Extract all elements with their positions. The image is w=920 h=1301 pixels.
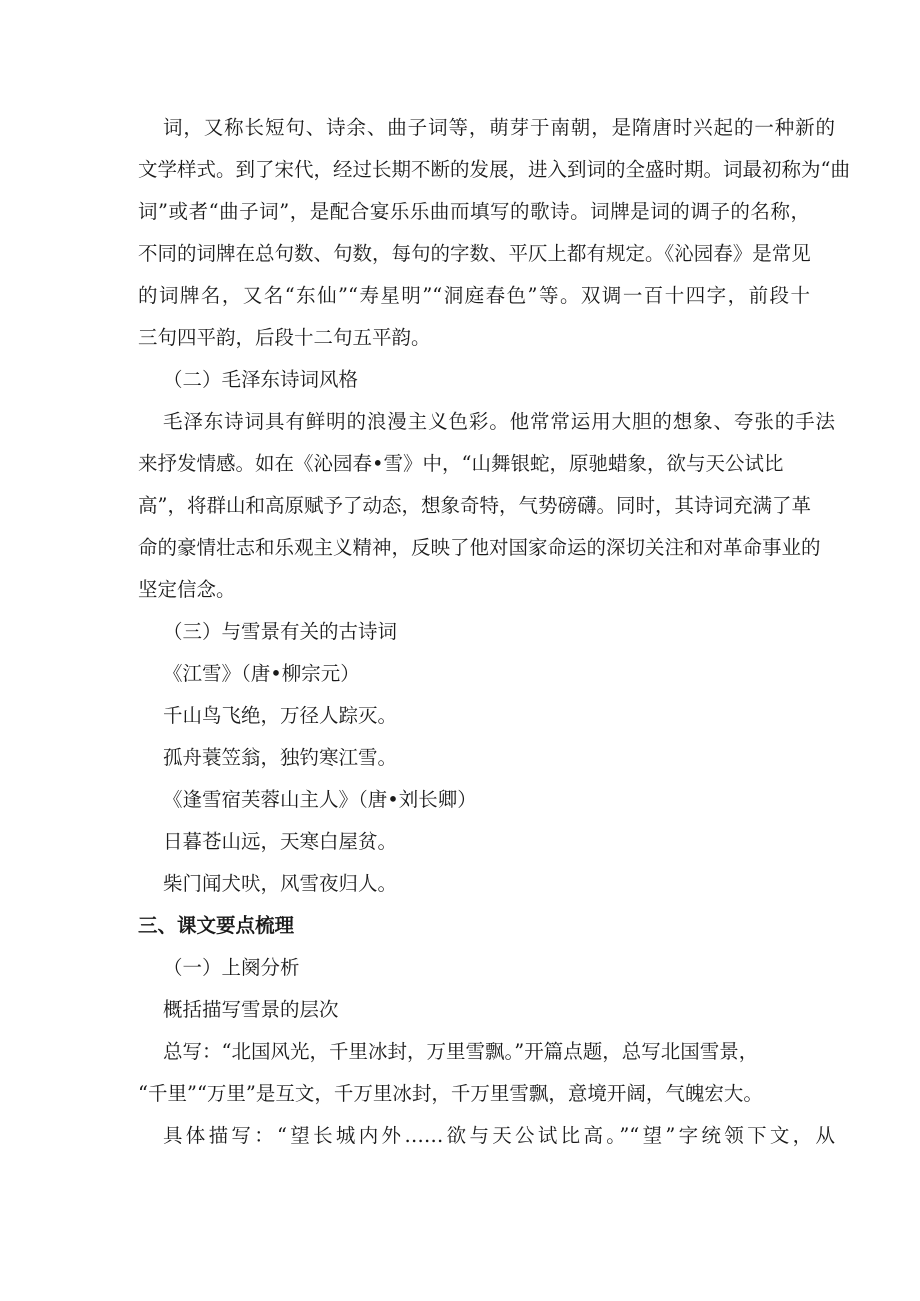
analysis-line: “千里”“万里”是互文，千万里冰封，千万里雪飘，意境开阔，气魄宏大。 (138, 1082, 763, 1105)
section-heading-style: （二）毛泽东诗词风格 (163, 368, 359, 391)
poem-line: 孤舟蓑笠翁，独钓寒江雪。 (163, 746, 398, 769)
style-paragraph-line-2: 来抒发情感。如在《沁园春•雪》中，“山舞银蛇，原驰蜡象，欲与天公试比 (138, 452, 784, 475)
poem-line: 柴门闻犬吠，风雪夜归人。 (163, 872, 398, 895)
intro-paragraph-line-2: 文学样式。到了宋代，经过长期不断的发展，进入到词的全盛时期。词最初称为“曲 (138, 158, 850, 181)
scene-levels-label: 概括描写雪景的层次 (163, 998, 339, 1021)
intro-paragraph-line-1: 词，又称长短句、诗余、曲子词等，萌芽于南朝，是隋唐时兴起的一种新的 (163, 116, 835, 139)
intro-paragraph-line-3: 词”或者“曲子词”，是配合宴乐乐曲而填写的歌诗。词牌是词的调子的名称， (138, 200, 810, 223)
intro-paragraph-line-6: 三句四平韵，后段十二句五平韵。 (138, 326, 431, 349)
analysis-line: 总写：“北国风光，千里冰封，万里雪飘。”开篇点题，总写北国雪景， (163, 1040, 759, 1063)
style-paragraph-line-1: 毛泽东诗词具有鲜明的浪漫主义色彩。他常常运用大胆的想象、夸张的手法 (163, 410, 835, 433)
section-heading-snow-poems: （三）与雪景有关的古诗词 (163, 620, 398, 643)
chapter-heading-key-points: 三、课文要点梳理 (138, 914, 295, 937)
style-paragraph-line-3: 高”，将群山和高原赋予了动态，想象奇特，气势磅礴。同时，其诗词充满了革 (138, 494, 811, 517)
subsection-heading-upper-stanza: （一）上阕分析 (163, 956, 300, 979)
style-paragraph-line-4: 命的豪情壮志和乐观主义精神，反映了他对国家命运的深切关注和对革命事业的 (138, 536, 821, 559)
intro-paragraph-line-4: 不同的词牌在总句数、句数，每句的字数、平仄上都有规定。《沁园春》是常见 (138, 242, 811, 265)
analysis-line: 具体描写：“望长城内外……欲与天公试比高。”“望”字统领下文，从 (163, 1124, 835, 1147)
poem-line: 日暮苍山远，天寒白屋贫。 (163, 830, 398, 853)
poem-line: 千山鸟飞绝，万径人踪灭。 (163, 704, 398, 727)
poem-title-fengxue: 《逢雪宿芙蓉山主人》（唐•刘长卿） (163, 788, 477, 811)
poem-title-jiangxue: 《江雪》（唐•柳宗元） (163, 662, 360, 685)
style-paragraph-line-5: 坚定信念。 (138, 578, 236, 601)
intro-paragraph-line-5: 的词牌名，又名“东仙”“寿星明”“洞庭春色”等。双调一百十四字，前段十 (138, 284, 810, 307)
